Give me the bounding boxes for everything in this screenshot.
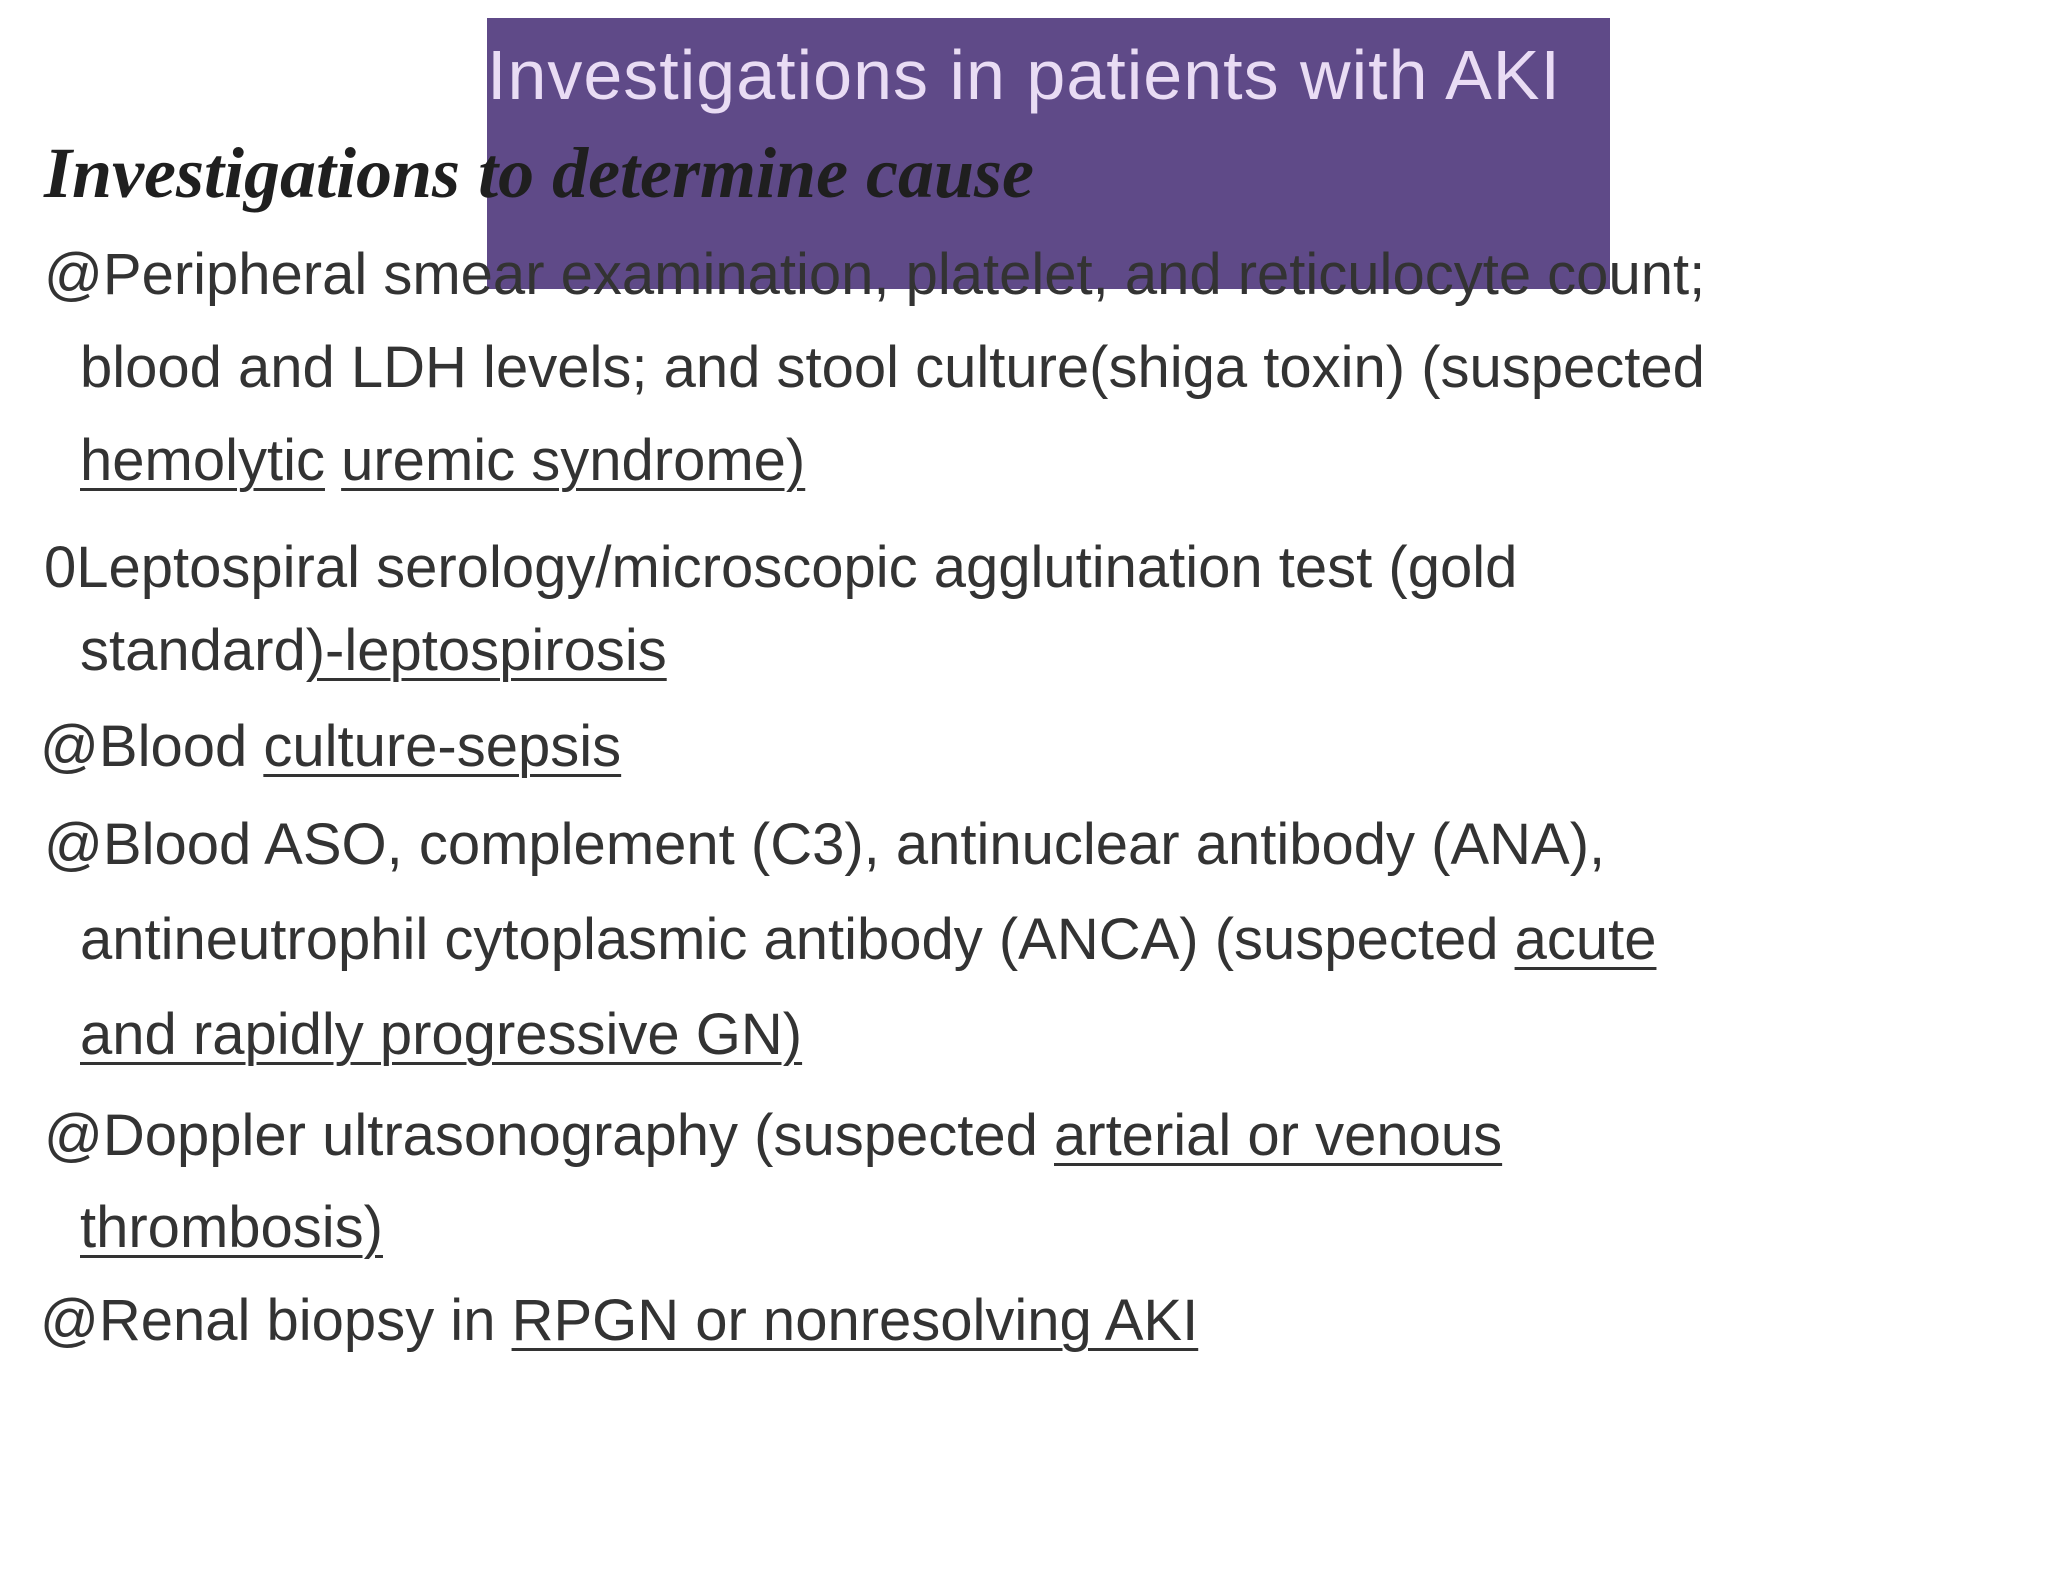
item-peripheral-line2: blood and LDH levels; and stool culture(shiga toxin) (suspected [80, 335, 1705, 400]
item-peripheral-line1: @Peripheral smear examination, platelet, and reticulocyte count; [44, 242, 1706, 307]
standard-text: standard [80, 618, 306, 683]
link-thrombosis[interactable]: thrombosis) [80, 1195, 383, 1260]
link-culture-sepsis[interactable]: culture-sepsis [263, 714, 622, 779]
item-doppler-line1 [44, 1101, 1502, 1171]
link-acute[interactable]: acute [1514, 907, 1657, 972]
doppler-text: @Doppler ultrasonography (suspected [44, 1103, 1054, 1168]
item-leptospiral-line1: 0Leptospiral serology/microscopic agglutination test (gold [44, 535, 1518, 600]
item-renal-biopsy [40, 1286, 1198, 1356]
item-leptospiral-line2 [80, 616, 667, 686]
item-peripheral-line3 [80, 426, 805, 496]
link-hemolytic[interactable]: hemolytic [80, 428, 325, 493]
item-blood-aso-line2 [80, 905, 1656, 975]
link-leptospirosis[interactable]: )-leptospirosis [305, 618, 667, 683]
item-blood-culture [40, 712, 621, 782]
item-blood-aso-line1: @Blood ASO, complement (C3), antinuclear antibody (ANA), [44, 812, 1606, 877]
link-rpgn-or-nonresolving-aki[interactable]: RPGN or nonresolving AKI [511, 1288, 1199, 1353]
link-arterial-or-venous[interactable]: arterial or venous [1054, 1103, 1503, 1168]
renal-biopsy-text: @Renal biopsy in [40, 1288, 512, 1353]
section-heading: Investigations to determine cause [44, 133, 1034, 213]
item-blood-aso-line3 [80, 1000, 802, 1070]
slide-title: Investigations in patients with AKI [487, 36, 1561, 114]
item-doppler-line2 [80, 1193, 383, 1263]
blood-text: @Blood [40, 714, 264, 779]
anca-text: antineutrophil cytoplasmic antibody (ANCA) (suspected [80, 907, 1515, 972]
link-uremic-syndrome[interactable]: uremic syndrome) [341, 428, 806, 493]
link-rapidly-progressive-gn[interactable]: and rapidly progressive GN) [80, 1002, 803, 1067]
